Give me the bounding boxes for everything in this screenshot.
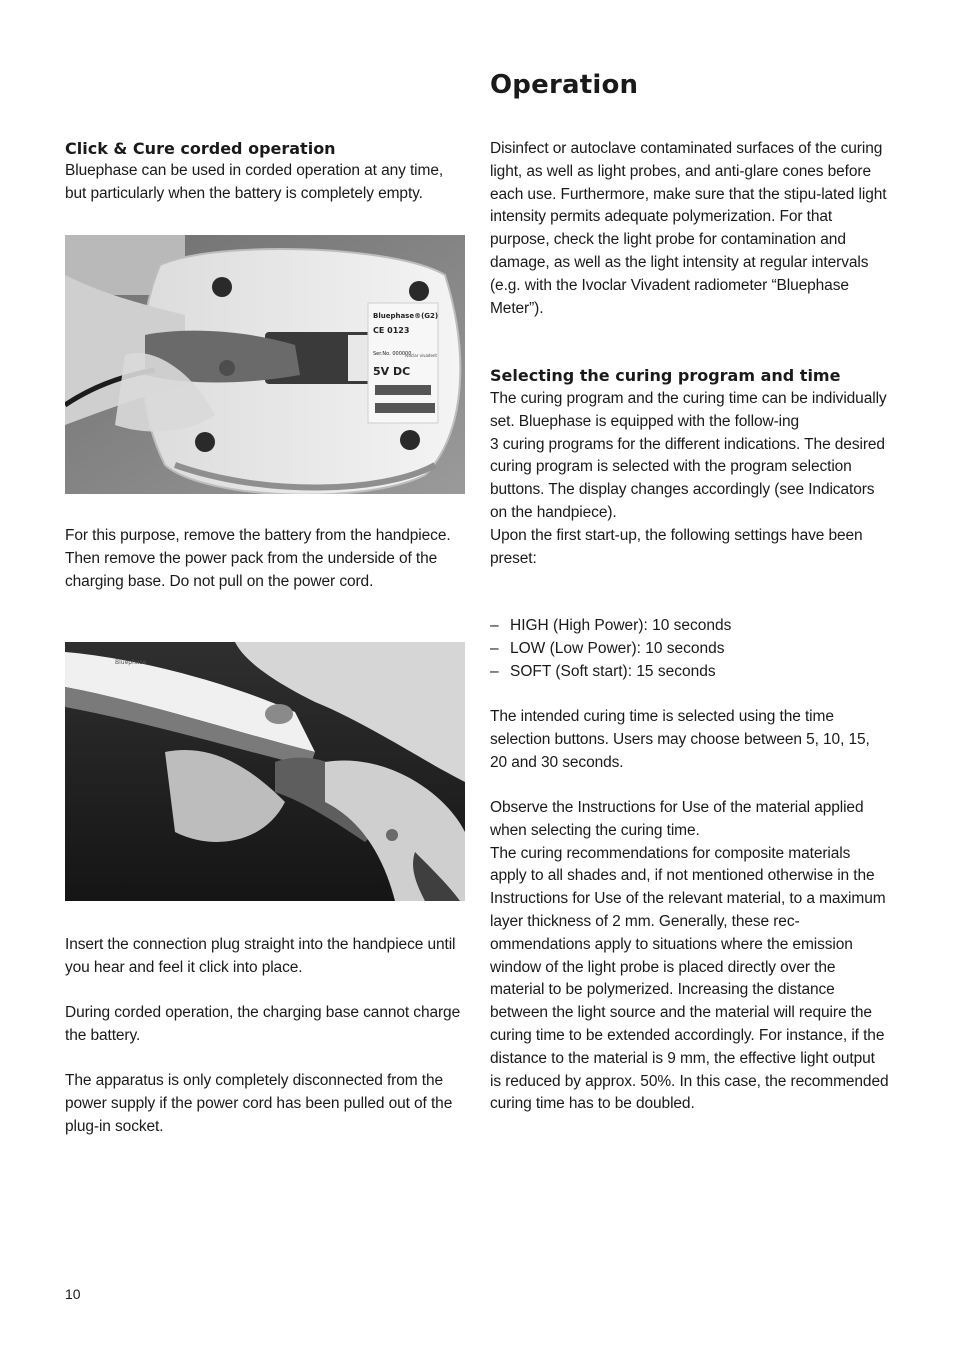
charging-base-photo: [65, 235, 465, 494]
remove-battery-paragraph: For this purpose, remove the battery from the handpiece. Then remove the power pack from the underside of the charging base. Do not pull on the power cord.: [65, 527, 451, 590]
click-cure-paragraph: Bluephase can be used in corded operation at any time, but particularly when the battery is completely empty.: [65, 162, 444, 202]
label-serial: Ser.No. 000000: [373, 351, 412, 357]
curing-time-paragraph: The intended curing time is selected using the time selection buttons. Users may choose between 5, 10, 15, 20 and 30 seconds.: [490, 708, 870, 771]
label-maker: ivoclar vivadent: [405, 353, 438, 358]
preset-list: [490, 615, 890, 683]
handpiece-photo: [65, 642, 465, 901]
label-brand: Bluephase®(G2): [373, 312, 439, 320]
list-item: – LOW (Low Power): 10 seconds: [490, 638, 890, 661]
label-ce: CE 0123: [373, 326, 410, 335]
page-title: Operation: [490, 70, 639, 100]
charging-paragraph: During corded operation, the charging base cannot charge the battery.: [65, 1004, 461, 1044]
observe-paragraph: Observe the Instructions for Use of the material applied when selecting the curing time. The curing recommendations for composite materials apply to all shades and, if not mentioned otherwise in the Instructions for Use of the relevant material, to a maximum layer thickness of 2 mm. Generally, these rec-ommendations apply to situations where the emission window of the light probe is placed directly over the material to be polymerized. Increasing the distance between the light source and the material will require the curing time to be extended accordingly. For instance, if the distance to the material is 9 mm, the effective light output is reduced by approx. 50%. In this case, the recommended curing time has to be doubled.: [490, 799, 889, 1113]
insert-plug-paragraph: Insert the connection plug straight into the handpiece until you hear and feel it click into place.: [65, 936, 456, 976]
list-item: – HIGH (High Power): 10 seconds: [490, 615, 890, 638]
barcode-2: [375, 403, 435, 413]
page-number: 10: [65, 1286, 81, 1302]
charging-base-illustration: [65, 235, 465, 494]
barcode-1: [375, 385, 431, 395]
click-cure-heading: Click & Cure corded operation: [65, 139, 336, 158]
disconnect-paragraph: The apparatus is only completely disconnected from the power supply if the power cord has been pulled out of the plug-in socket.: [65, 1072, 453, 1135]
label-voltage: 5V DC: [373, 365, 411, 378]
handpiece-brand: Bluephase: [115, 659, 147, 666]
selecting-program-paragraph: The curing program and the curing time can be individually set. Bluephase is equipped with the follow-ing 3 curing programs for the different indications. The desired curing program is selected with the program selection buttons. The display changes accordingly (see Indicators on the handpiece). Upon the first start-up, the following settings have been preset:: [490, 390, 887, 567]
list-item: – SOFT (Soft start): 15 seconds: [490, 661, 890, 684]
handpiece-illustration: [65, 642, 465, 901]
selecting-program-heading: Selecting the curing program and time: [490, 366, 841, 385]
disinfect-paragraph: Disinfect or autoclave contaminated surfaces of the curing light, as well as light probes, and anti-glare cones before each use. Furthermore, make sure that the stipu-lated light intensity permits adequate polymerization. For that purpose, check the light probe for contamination and damage, as well as the light intensity at regular intervals (e.g. with the Ivoclar Vivadent radiometer “Bluephase Meter”).: [490, 140, 887, 317]
